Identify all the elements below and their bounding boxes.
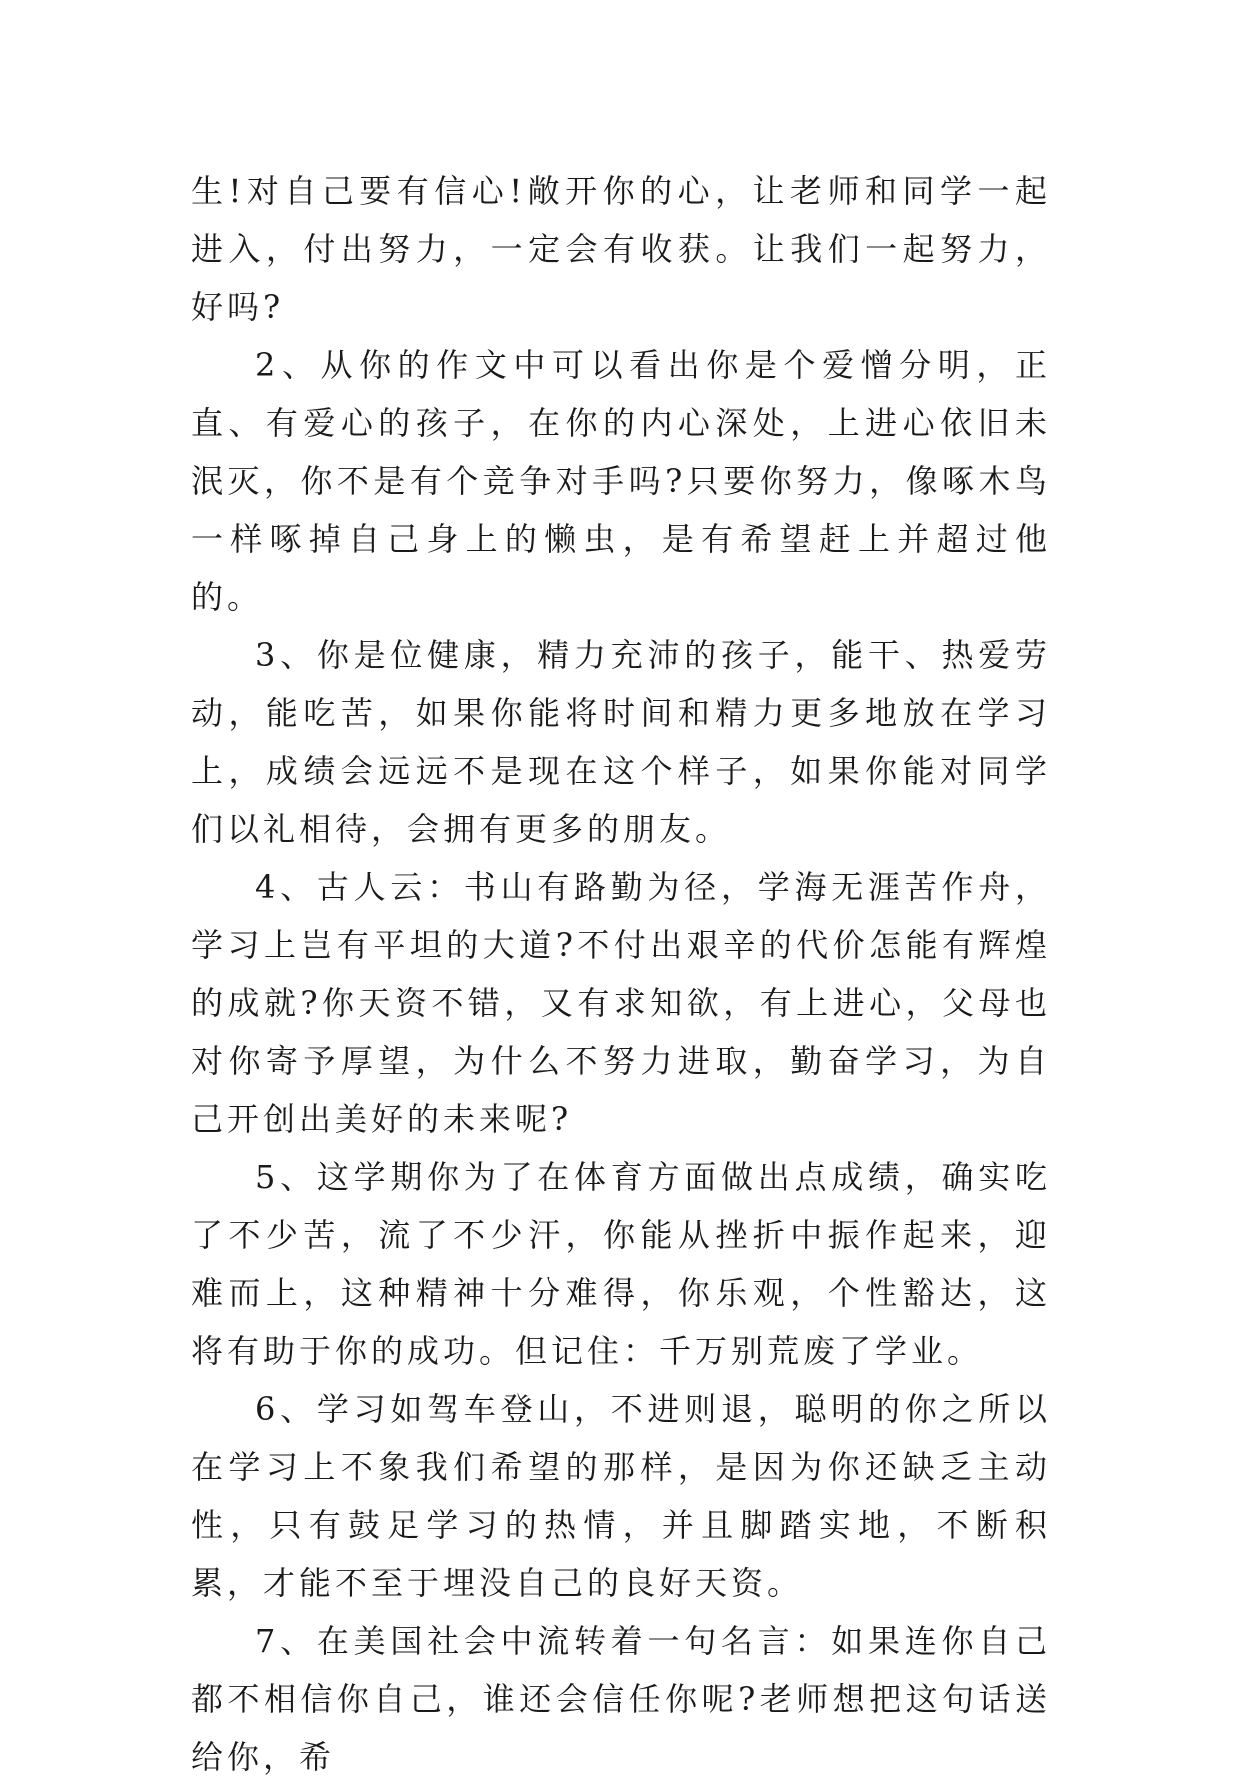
paragraph-7: 7、在美国社会中流转着一句名言：如果连你自己都不相信你自己，谁还会信任你呢?老师想把这句话送给你，希 bbox=[191, 1622, 1051, 1776]
paragraph-6: 6、学习如驾车登山，不进则退，聪明的你之所以在学习上不象我们希望的那样，是因为你还缺乏主动性，只有鼓足学习的热情，并且脚踏实地，不断积累，才能不至于埋没自己的良好天资。 bbox=[191, 1390, 1051, 1602]
paragraph-continued: 生!对自己要有信心!敞开你的心，让老师和同学一起进入，付出努力，一定会有收获。让我们一起努力，好吗? bbox=[191, 172, 1051, 326]
document-body bbox=[191, 162, 1051, 1786]
paragraph-4: 4、古人云：书山有路勤为径，学海无涯苦作舟，学习上岂有平坦的大道?不付出艰辛的代价怎能有辉煌的成就?你天资不错，又有求知欲，有上进心，父母也对你寄予厚望，为什么不努力进取，勤奋学习，为自己开创出美好的未来呢? bbox=[191, 868, 1051, 1138]
paragraph-3: 3、你是位健康，精力充沛的孩子，能干、热爱劳动，能吃苦，如果你能将时间和精力更多地放在学习上，成绩会远远不是现在这个样子，如果你能对同学们以礼相待，会拥有更多的朋友。 bbox=[191, 636, 1051, 848]
paragraph-5: 5、这学期你为了在体育方面做出点成绩，确实吃了不少苦，流了不少汗，你能从挫折中振作起来，迎难而上，这种精神十分难得，你乐观，个性豁达，这将有助于你的成功。但记住：千万别荒废了学业。 bbox=[191, 1158, 1051, 1370]
paragraph-2: 2、从你的作文中可以看出你是个爱憎分明，正直、有爱心的孩子，在你的内心深处，上进心依旧未泯灭，你不是有个竞争对手吗?只要你努力，像啄木鸟一样啄掉自己身上的懒虫，是有希望赶上并超过他的。 bbox=[191, 346, 1051, 616]
